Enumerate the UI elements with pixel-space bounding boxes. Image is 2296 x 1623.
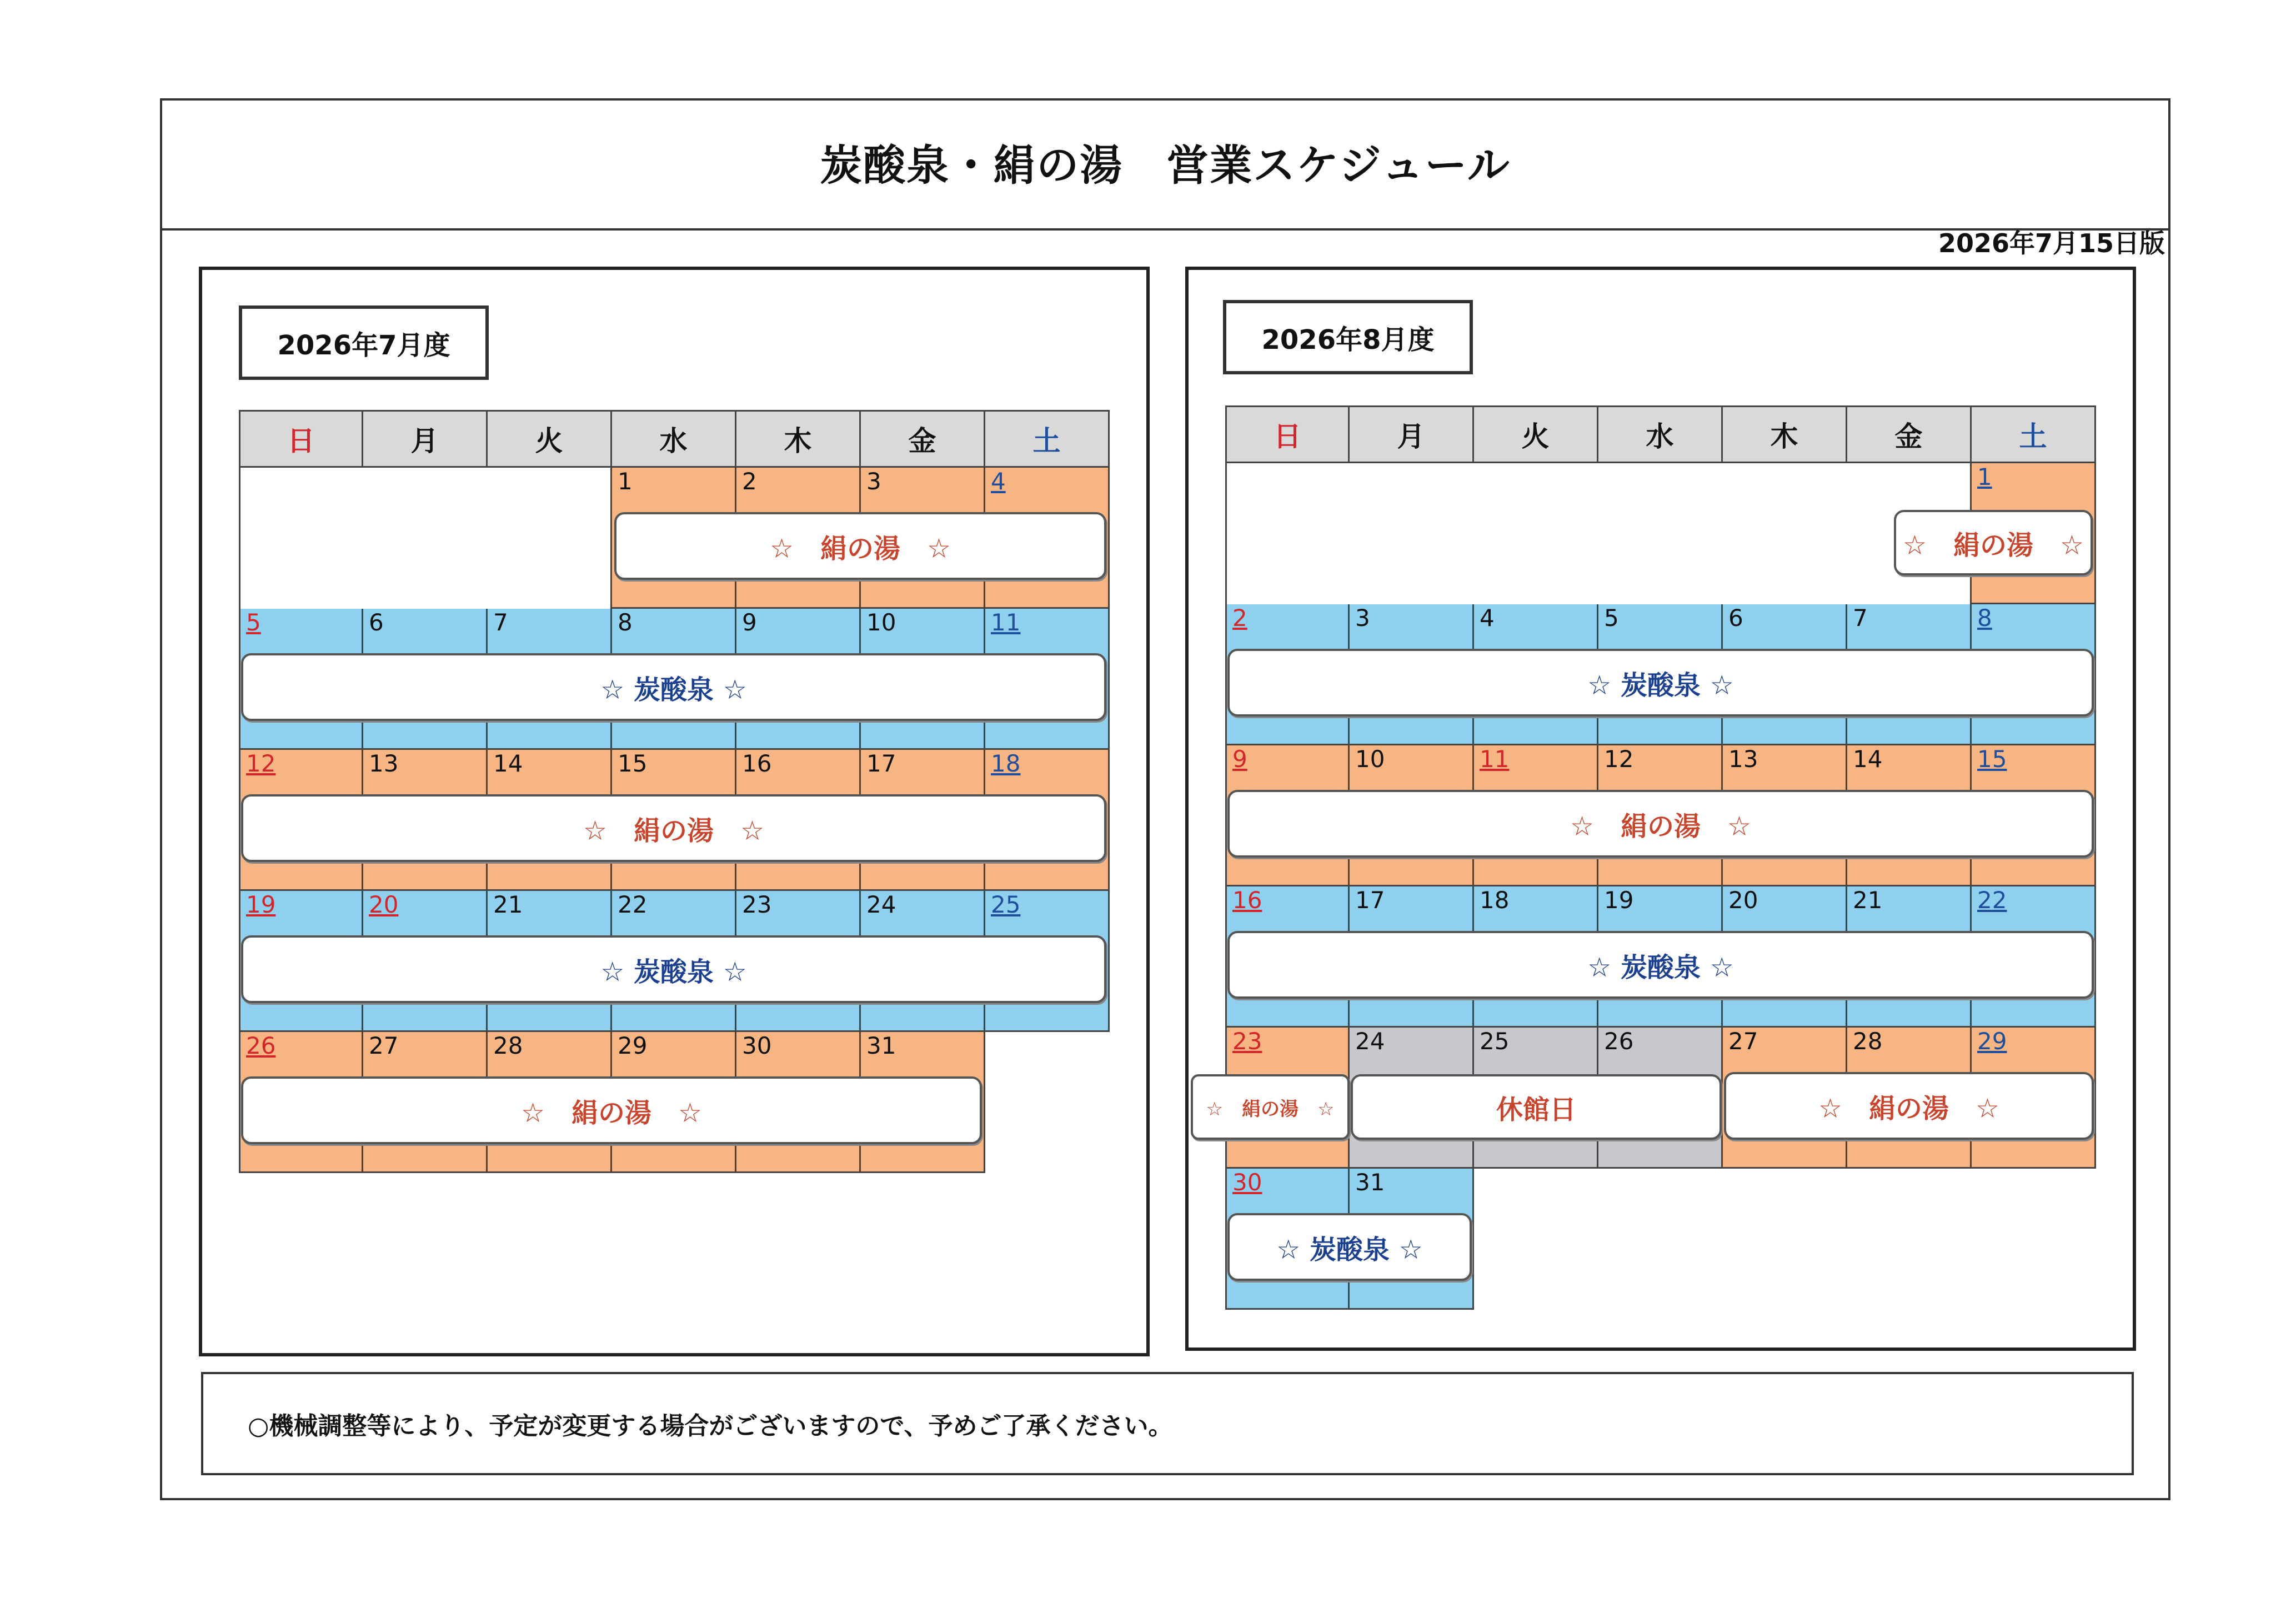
- tansansen-banner: ☆ 炭酸泉 ☆: [1227, 931, 2094, 999]
- tansansen-banner: ☆ 炭酸泉 ☆: [241, 935, 1106, 1003]
- weekday-header: 水: [1598, 405, 1723, 463]
- empty-day-cell: [1225, 463, 1350, 604]
- day-number: 7: [493, 609, 508, 636]
- kinu-no-yu-banner: ☆ 絹の湯 ☆: [1191, 1074, 1350, 1140]
- title-row: [160, 98, 2170, 231]
- day-number: 24: [1355, 1028, 1385, 1055]
- day-number: 20: [1728, 886, 1758, 914]
- day-number: 29: [618, 1032, 648, 1059]
- weekday-header: 土: [985, 410, 1110, 468]
- day-number: 11: [1480, 745, 1510, 773]
- day-number: 3: [866, 468, 881, 495]
- day-number: 17: [1355, 886, 1385, 914]
- day-number: 13: [369, 750, 399, 777]
- weekday-header: 日: [239, 410, 363, 468]
- day-number: 9: [1232, 745, 1247, 773]
- day-number: 23: [742, 891, 772, 918]
- august-month-label: 2026年8月度: [1223, 300, 1473, 374]
- day-number: 14: [493, 750, 523, 777]
- empty-day-cell: [1598, 463, 1723, 604]
- day-number: 13: [1728, 745, 1758, 773]
- july-month-label: 2026年7月度: [239, 305, 489, 380]
- day-number: 14: [1853, 745, 1883, 773]
- day-number: 22: [1977, 886, 2007, 914]
- day-number: 7: [1853, 604, 1868, 632]
- day-number: 23: [1232, 1028, 1262, 1055]
- day-number: 10: [866, 609, 896, 636]
- day-number: 30: [1232, 1169, 1262, 1196]
- day-number: 19: [246, 891, 276, 918]
- day-number: 17: [866, 750, 896, 777]
- day-number: 6: [1728, 604, 1743, 632]
- day-number: 31: [1355, 1169, 1385, 1196]
- day-number: 25: [991, 891, 1021, 918]
- empty-day-cell: [1350, 463, 1474, 604]
- day-number: 10: [1355, 745, 1385, 773]
- day-number: 3: [1355, 604, 1370, 632]
- kinu-no-yu-banner: ☆ 絹の湯 ☆: [1724, 1072, 2094, 1140]
- day-number: 28: [493, 1032, 523, 1059]
- version-date: 2026年7月15日版: [1938, 228, 2165, 258]
- closed-day-banner: 休館日: [1351, 1074, 1722, 1140]
- day-number: 6: [369, 609, 384, 636]
- day-number: 24: [866, 891, 896, 918]
- day-number: 27: [369, 1032, 399, 1059]
- day-number: 5: [1604, 604, 1619, 632]
- day-number: 18: [991, 750, 1021, 777]
- weekday-header: 木: [1723, 405, 1847, 463]
- day-number: 9: [742, 609, 757, 636]
- notice-box: ○機械調整等により、予定が変更する場合がございますので、予めご了承ください。: [201, 1372, 2134, 1475]
- weekday-header: 土: [1972, 405, 2096, 463]
- weekday-header: 水: [612, 410, 736, 468]
- day-number: 1: [1977, 463, 1992, 490]
- weekday-header: 月: [363, 410, 488, 468]
- day-number: 12: [246, 750, 276, 777]
- day-number: 26: [1604, 1028, 1634, 1055]
- tansansen-banner: ☆ 炭酸泉 ☆: [1227, 1213, 1472, 1281]
- day-number: 11: [991, 609, 1021, 636]
- kinu-no-yu-banner: ☆ 絹の湯 ☆: [1227, 790, 2094, 858]
- day-number: 21: [493, 891, 523, 918]
- day-number: 31: [866, 1032, 896, 1059]
- day-number: 8: [618, 609, 633, 636]
- weekday-header: 火: [1474, 405, 1598, 463]
- day-number: 16: [742, 750, 772, 777]
- tansansen-banner: ☆ 炭酸泉 ☆: [241, 653, 1106, 721]
- tansansen-banner: ☆ 炭酸泉 ☆: [1227, 649, 2094, 717]
- empty-day-cell: [363, 468, 488, 609]
- day-number: 15: [1977, 745, 2007, 773]
- day-number: 25: [1480, 1028, 1510, 1055]
- kinu-no-yu-banner: ☆ 絹の湯 ☆: [614, 512, 1106, 580]
- weekday-header: 日: [1225, 405, 1350, 463]
- empty-day-cell: [488, 468, 612, 609]
- day-number: 8: [1977, 604, 1992, 632]
- day-number: 27: [1728, 1028, 1758, 1055]
- day-number: 15: [618, 750, 648, 777]
- kinu-no-yu-banner: ☆ 絹の湯 ☆: [241, 794, 1106, 862]
- day-number: 4: [1480, 604, 1495, 632]
- day-number: 30: [742, 1032, 772, 1059]
- empty-day-cell: [239, 468, 363, 609]
- day-number: 18: [1480, 886, 1510, 914]
- day-number: 12: [1604, 745, 1634, 773]
- day-number: 4: [991, 468, 1006, 495]
- day-number: 19: [1604, 886, 1634, 914]
- day-number: 20: [369, 891, 399, 918]
- day-number: 21: [1853, 886, 1883, 914]
- day-number: 5: [246, 609, 261, 636]
- empty-day-cell: [1723, 463, 1847, 604]
- weekday-header: 木: [736, 410, 861, 468]
- page-title: 炭酸泉・絹の湯 営業スケジュール: [820, 141, 1511, 190]
- kinu-no-yu-banner: ☆ 絹の湯 ☆: [241, 1076, 982, 1144]
- kinu-no-yu-banner: ☆ 絹の湯 ☆: [1894, 510, 2093, 575]
- day-number: 2: [742, 468, 757, 495]
- weekday-header: 金: [1847, 405, 1972, 463]
- weekday-header: 月: [1350, 405, 1474, 463]
- day-number: 28: [1853, 1028, 1883, 1055]
- day-number: 2: [1232, 604, 1247, 632]
- weekday-header: 金: [861, 410, 985, 468]
- day-number: 16: [1232, 886, 1262, 914]
- day-number: 29: [1977, 1028, 2007, 1055]
- weekday-header: 火: [488, 410, 612, 468]
- day-number: 22: [618, 891, 648, 918]
- day-number: 26: [246, 1032, 276, 1059]
- empty-day-cell: [1474, 463, 1598, 604]
- day-number: 1: [618, 468, 633, 495]
